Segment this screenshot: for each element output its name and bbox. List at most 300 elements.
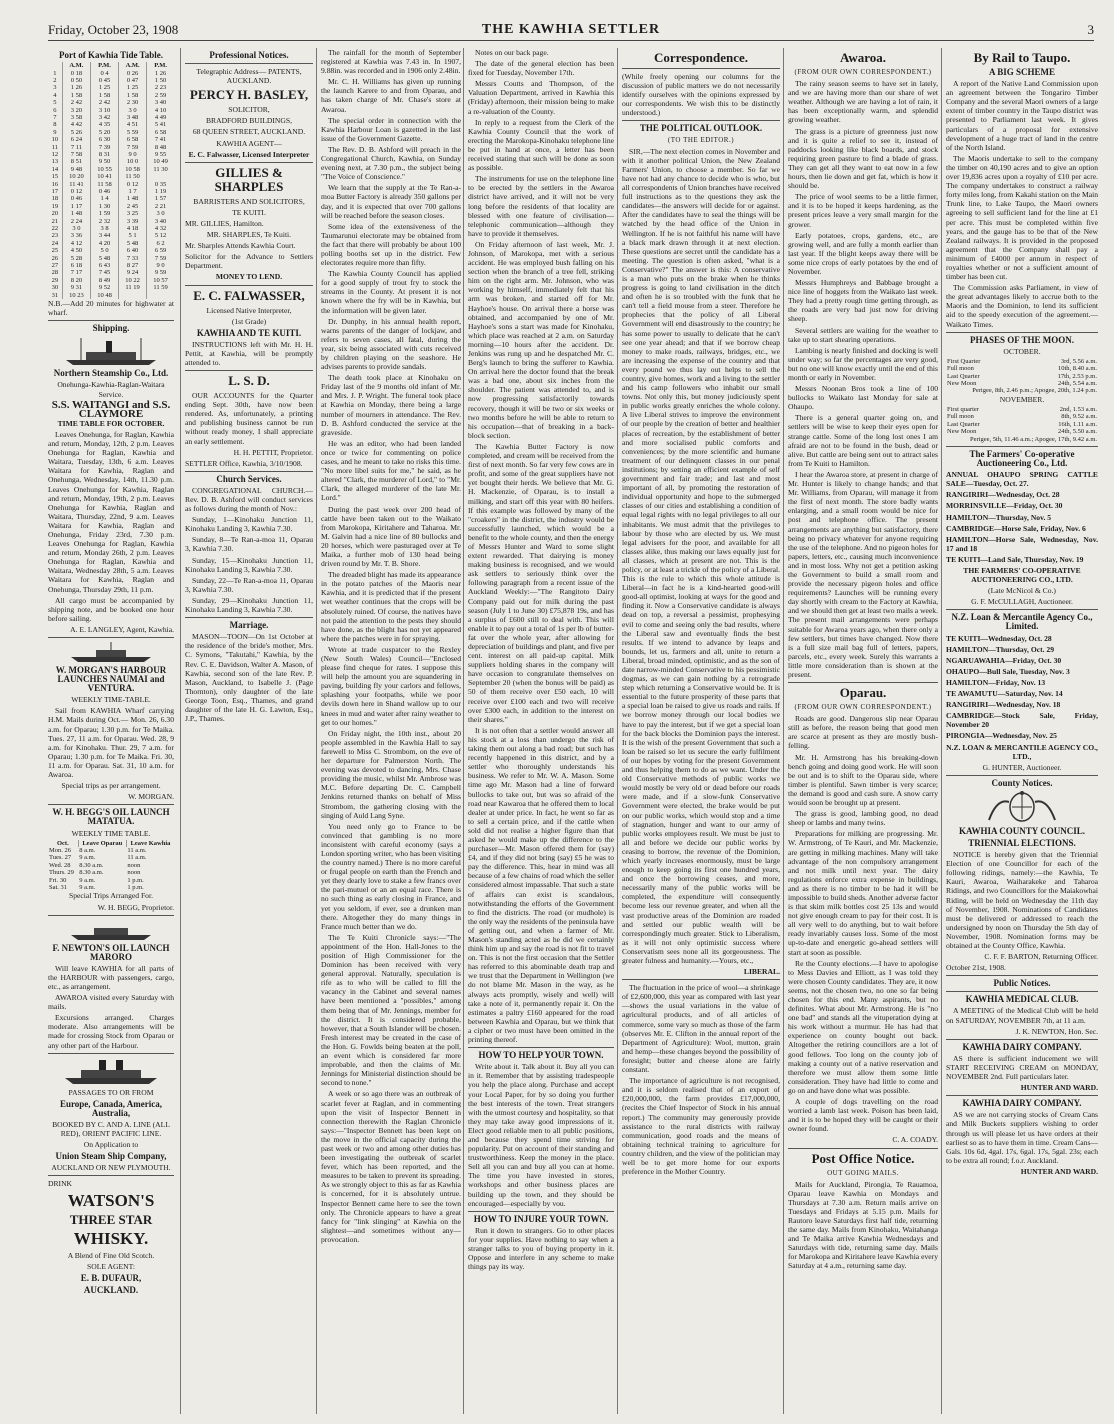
oparau-paragraph: Preparations for milking are progressing. Mr. W. Armstrong, of Te Kauri, and Mr. Mackenzie, are getting in milking machines. Many will take advantage of the non compulsory arrangement and not milk until next year. The dairy regulations enforce extra expense in buildings, and as there is no timber to be had it will be impossible to build sheds. Another adverse factor is that skim milk bottles cost 25 13s and would not give enough cream to pay for their cost. It is all very well to do anything, but to wait before ready invariably causes loss. Some of the most up-to-date and energetic go-ahead settlers will start at soon as possible. bbox=[788, 829, 938, 957]
dairy-company-2-body: AS we are not carrying stocks of Cream Cans and Milk Buckets suppliers wishing to order through us will please let us have orders at their earliest so as to have them in time. Cream Cans—Gals. 10s 6d, 4gal. 17s, 6gal. 17s, 5gal. 23s; each to be extra all round; f.o.r. Auckland. bbox=[946, 1110, 1098, 1165]
farmers-sale-item: ANNUAL OHAUPO SPRING CATTLE SALE—Tuesday, Oct. 27. bbox=[946, 470, 1098, 489]
tide-cell: 4 50 bbox=[62, 247, 90, 254]
cattle-item: During the past week over 200 head of cattle have been taken out to the Waikato from Marokopa, Kiritahere and Taharoa. Mr. M. Galvin had a nice line of 80 bullocks and 20 horses, which were pasturaged over at Te Maika, a further mob of 130 head being driven round by Mr. T. B. Shore. bbox=[321, 504, 461, 569]
county-council-heading: KAWHIA COUNTY COUNCIL. bbox=[959, 825, 1085, 836]
death-item: The death took place at Kinohaku on Friday last of the 9 months old infant of Mr. and Mrs. J. P. Wright. The funeral took place at Kawhia on Monday, there being a large number of mourners in attendance. The Rev. D. B. Ashford conducted the service at the graveside. bbox=[321, 373, 461, 437]
tide-cell: 5 20 bbox=[90, 129, 118, 136]
correspondence-note: (While freely opening our columns for the discussion of public matters we do not necessarily identify ourselves with the opinions expressed by our correspondents. We wish this to be distinctly understood.) bbox=[622, 72, 780, 118]
matatua-cell: Sat. 31 bbox=[49, 884, 68, 892]
tide-cell: 2 59 bbox=[147, 92, 174, 99]
johnson-accident-item: On Friday afternoon of last week, Mr. J. Johnson, of Marokopa, met with a serious accident. He was employed bush falling on his section when the branch of a tree fell, striking him on the right arm. Mr. Johnson, who was working by himself, immediately felt that his arm was broken, and started off for Mr. Hayhoe's house. On arrival there a horse was obtained, and accompanied by one of Mr. Hayhoe's sons a start was made for Kinohaku, which place was reached at 2 a.m. on Saturday morning—10 hours after the accident. Dr. Jenkins was rung up and he despatched Mr. C. Berg's launch to bring the sufferer to Kawhia. On arrival here the doctor found that the break was a bad one, about six inches from the shoulder. The patient was attended to, and is now progressing satisfactorily towards recovery, though it will be two or six weeks or two months before he will be able to return to his occupation—that of breaking in a back-block section. bbox=[468, 239, 614, 440]
tide-cell: 6 43 bbox=[90, 262, 118, 269]
matatua-row bbox=[48, 862, 174, 869]
dairy-company-2-signature: HUNTER AND WARD. bbox=[1020, 1166, 1098, 1176]
tide-cell: 2 30 bbox=[119, 99, 147, 106]
three-star-title: THREE STAR bbox=[69, 1211, 153, 1227]
nsc-agent: A. E. LANGLEY, Agent, Kawhia. bbox=[70, 624, 174, 634]
tide-cell: 4 49 bbox=[147, 114, 174, 121]
shipping-heading: Shipping. bbox=[92, 323, 130, 334]
tide-cell: 3 0 bbox=[147, 210, 174, 217]
nzloan-sale-item: TE KUITI—Wednesday, Oct. 28 bbox=[946, 633, 1052, 643]
drink-label: DRINK bbox=[48, 1179, 73, 1189]
church-body: CONGREGATIONAL CHURCH.—Rev. D. B. Ashford will conduct services as follows during the month of Nov.: bbox=[185, 485, 313, 514]
tide-cell: 6 2 bbox=[147, 240, 174, 247]
tide-cell: 1 26 bbox=[62, 84, 90, 91]
tide-cell: 1 4 bbox=[90, 195, 118, 202]
tide-cell: 11 30 bbox=[147, 166, 174, 173]
tide-cell: 30 bbox=[51, 284, 59, 292]
tide-cell: 5 48 bbox=[119, 240, 147, 247]
column-6 bbox=[783, 48, 942, 1414]
tide-cell: 11 bbox=[51, 143, 59, 151]
post-office-heading: Post Office Notice. bbox=[811, 1150, 915, 1166]
tide-cell: 0 45 bbox=[90, 77, 118, 84]
tide-cell: 3 44 bbox=[90, 232, 118, 239]
tide-cell: 10 bbox=[51, 136, 59, 144]
political-letter-signature: LIBERAL. bbox=[743, 967, 780, 977]
ocean-liner-icon bbox=[61, 1057, 161, 1085]
nsc-ships: S.S. WAITANGI and S.S. CLAYMORE bbox=[51, 398, 171, 420]
sole-agent-label: SOLE AGENT: bbox=[87, 1261, 135, 1271]
church-service-item: Sunday, 1—Kinohaku Junction 11, Kinohaku Landing 3, Kawhia 7.30. bbox=[185, 515, 313, 534]
tide-cell: 11 41 bbox=[62, 181, 90, 188]
tide-cell: 7 33 bbox=[119, 255, 147, 262]
tide-cell: 1 57 bbox=[147, 195, 174, 202]
tide-cell: 10 23 bbox=[62, 292, 90, 299]
tide-cell: 7 59 bbox=[147, 255, 174, 262]
tide-cell: 5 28 bbox=[62, 255, 90, 262]
column-4 bbox=[463, 48, 618, 1414]
matatua-row bbox=[48, 847, 174, 854]
tide-row bbox=[48, 84, 174, 91]
basley-solicitor: SOLICITOR, bbox=[228, 105, 270, 115]
morgan-title: W. MORGAN'S HARBOUR LAUNCHES NAUMAI and VENTURA. bbox=[55, 665, 167, 694]
butter-factory-item: We learn that the supply at the Te Ran-a-moa Butter Factory is already 350 gallons per day, and it is expected that over 700 gallons will be reached before the season closes. bbox=[321, 183, 461, 220]
falwasser-name: E. C. FALWASSER, bbox=[193, 287, 305, 303]
gillies-sharples-title: GILLIES & SHARPLES bbox=[214, 164, 284, 194]
how-to-help-heading: HOW TO HELP YOUR TOWN. bbox=[478, 1050, 604, 1061]
passages-title: PASSAGES TO OR FROM bbox=[68, 1087, 154, 1097]
passages-destinations: Europe, Canada, America, Australia, bbox=[59, 1098, 163, 1118]
page-number: 3 bbox=[1087, 22, 1094, 37]
marriage-heading: Marriage. bbox=[229, 620, 269, 631]
moon-phase-row bbox=[946, 421, 1098, 428]
tide-row bbox=[48, 173, 174, 180]
awaroa-paragraph: Messrs Humphreys and Babbage brought a nice line of hoggets from the Waikato last week. They had a pretty rough time getting through, as the roads are very bad just now for driving sheep. bbox=[788, 278, 938, 324]
tide-cell: 10 0 bbox=[119, 158, 147, 165]
nsc-timetable: TIME TABLE FOR OCTOBER. bbox=[57, 418, 165, 428]
tide-cell: 7 11 bbox=[62, 144, 90, 151]
tide-cell: 3 0 bbox=[119, 107, 147, 114]
rail-paragraph: The Maoris undertake to sell to the company the timber on 40,190 acres and to give an option over 19,836 acres upon a royalty of £10 per acre. The company undertakes to construct a railway forty miles long, from Kakahi station on the Main Trunk line, to Lake Taupo, the Maori owners agreeing to sell sufficient land for the line at £1 per acre. This must be completed within five years, and the gauge has to be that of the New Zealand railways. It is provided in the proposed agreement that the Company shall pay a minimum of £4000 per annum in respect of royalties whether or not a sufficient amount of timber has been cut. bbox=[946, 153, 1098, 282]
tide-cell: 4 18 bbox=[119, 225, 147, 232]
awaroa-byline: (FROM OUR OWN CORRESPONDENT.) bbox=[794, 68, 932, 76]
column-5 bbox=[617, 48, 784, 1414]
matatua-cell: 9 a.m. bbox=[79, 854, 96, 862]
tide-cell: 5 59 bbox=[119, 129, 147, 136]
moon-phase-row bbox=[946, 406, 1098, 413]
farmers-signature: G. F. McCULLAGH, Auctioneer. bbox=[971, 597, 1073, 607]
tide-row bbox=[48, 225, 174, 232]
tide-cell: 1 bbox=[53, 69, 57, 77]
tide-row bbox=[48, 121, 174, 128]
issue-date: Friday, October 23, 1908 bbox=[48, 22, 179, 37]
passages-application: On Application to bbox=[83, 1140, 139, 1150]
tide-cell: 11 19 bbox=[119, 284, 147, 291]
tide-cell: 4 42 bbox=[62, 121, 90, 128]
nzloan-sales-list bbox=[946, 634, 1098, 741]
tide-cell: 21 bbox=[51, 217, 59, 225]
tide-cell: 4 20 bbox=[90, 240, 118, 247]
tide-cell: 0 46 bbox=[90, 188, 118, 195]
passages-address: AUCKLAND OR NEW PLYMOUTH. bbox=[51, 1163, 171, 1173]
lsd-signature: H. H. PETTIT, Proprietor. bbox=[233, 447, 313, 457]
tide-row bbox=[48, 203, 174, 210]
matatua-row bbox=[48, 854, 174, 861]
moon-phase-row bbox=[946, 428, 1098, 435]
tide-cell: 29 bbox=[51, 276, 59, 284]
moon-phase-cell: 8th, 9.52 a.m. bbox=[1061, 413, 1097, 421]
tide-cell: 1 25 bbox=[90, 84, 118, 91]
nzloan-sale-item: NGARUAWAHIA—Friday, Oct. 30 bbox=[946, 655, 1062, 665]
matatua-cell: 1 p.m. bbox=[127, 884, 144, 892]
tide-row bbox=[48, 166, 174, 173]
tide-cell: 2 42 bbox=[62, 99, 90, 106]
telephone-line-item: In reply to a request from the Clerk of the Kawhia County Council that the work of erecting the Marokopa-Kinohaku telephone line be put in hand at once, a letter has been received stating that such will be done as soon as possible. bbox=[468, 117, 614, 173]
matatua-cell: 8.30 a.m. bbox=[79, 861, 104, 869]
tide-row bbox=[48, 247, 174, 254]
moon-phase-cell: Perigee, 8th, 2.46 p.m.; Apogee, 20th, 1.24 p.m. bbox=[972, 387, 1097, 395]
tide-cell: 7 17 bbox=[62, 269, 90, 276]
matatua-note: Special Trips Arranged For. bbox=[69, 891, 153, 901]
tide-cell: 10 22 bbox=[119, 277, 147, 284]
tide-cell: 3 58 bbox=[62, 114, 90, 121]
tide-cell: 8 bbox=[53, 121, 57, 129]
matatua-cell: Fri. 30 bbox=[49, 876, 67, 884]
lsd-office: SETTLER Office, Kawhia, 3/10/1908. bbox=[185, 458, 303, 468]
sharples-attends: Mr. Sharples Attends Kawhia Court. bbox=[185, 241, 296, 251]
whisky-blend: A Blend of Fine Old Scotch. bbox=[67, 1250, 155, 1260]
harbour-loan-item: The special order in connection with the Kawhia Harbour Loan is gazetted in the last issue of the Government Gazette. bbox=[321, 115, 461, 143]
oparau-paragraph: A couple of dogs travelling on the road worried a lamb last week. Poison has been laid, and it is to be hoped they will be caught or their owner found. bbox=[788, 1097, 938, 1134]
moon-phase-cell: Last Quarter bbox=[947, 372, 980, 380]
tide-cell: 0 18 bbox=[62, 70, 90, 77]
wool-price-item: The fluctuation in the price of wool—a shrinkage of £2,600,000, this year as compared with last year—shows the usual variations in the value of agricultural products, and of all articles of commerce, some vary so much as those of the farm (observes Mr. E. Clifton in the annual report of the Department of Agriculture): Wool, mutton, grain and hemp—these changes beyond the possibility of foresight; butter and cheese alone are fairly constant. bbox=[622, 983, 780, 1075]
tide-cell: 3 25 bbox=[119, 210, 147, 217]
moon-phase-cell: New Moon bbox=[947, 380, 977, 388]
tide-cell: 6 58 bbox=[119, 136, 147, 143]
tide-cell: 9 52 bbox=[90, 284, 118, 291]
tide-cell: 7 58 bbox=[62, 151, 90, 158]
tide-row bbox=[48, 151, 174, 158]
triennial-signature: C. F. F. BARTON, Returning Officer. bbox=[984, 952, 1098, 962]
awaroa-paragraph: Lambing is nearly finished and docking is well under way; so far the percentages are very good, but no one will know exactly until the end of this month or early in November. bbox=[788, 345, 938, 382]
church-services-heading: Church Services. bbox=[216, 473, 282, 484]
tide-table: A.M. P.M. A.M. P.M. 1 0 18 0 4 0 26 1 26 2 0 50 0 45 0 47 1 50 3 1 26 1 25 1 25 2 23 4 1 58 1 58 1 58 2 59 5 2 42 2 42 2 30 3 40 6 3 20 3 10 3 0 4 10 7 3 58 3 42 3 48 4 49 8 4 42 4 35 4 51 5 41 9 5 26 5 20 5 59 6 58 10 6 24 6 30 6 58 7 41 11 7 11 7 39 7 59 8 48 12 7 58 8 31 9 0 9 55 13 8 51 9 50 10 0 10 49 14 9 48 10 55 10 58 11 30 15 10 20 10 41 11 50 16 11 41 11 58 0 12 0 35 17 0 12 0 46 1 7 1 19 18 0 46 1 4 1 48 1 57 19 1 17 1 30 2 45 2 21 20 1 48 1 59 3 25 3 0 21 2 24 2 32 3 39 3 40 22 3 0 3 8 4 18 4 32 23 3 36 3 44 5 1 5 12 24 4 12 4 20 5 48 6 2 25 4 50 5 0 6 40 6 59 26 5 28 5 48 7 33 7 59 27 6 18 6 43 8 27 9 0 28 7 17 7 45 9 24 9 59 29 8 20 8 49 10 22 10 57 30 9 31 9 52 11 19 11 59 31 10 23 10 48 bbox=[48, 62, 174, 299]
oparau-paragraph: Mr. H. Armstrong has his breaking-down bench going and doing good work. He will soon be out and is to shift to the Oparau side, where timber is plentiful. Sawn timber is very scarce; the demand is good and cash sure. A snow carry would soon be brought up at present. bbox=[788, 752, 938, 808]
tide-cell: 2 bbox=[53, 76, 57, 84]
church-schedule bbox=[185, 515, 313, 614]
moon-november-label: NOVEMBER. bbox=[999, 394, 1045, 404]
tide-cell: 10 58 bbox=[119, 166, 147, 173]
nzloan-sale-item: CAMBRIDGE—Stock Sale, Friday, November 20 bbox=[946, 711, 1098, 730]
tide-cell: 1 30 bbox=[90, 203, 118, 210]
tide-table-title: Port of Kawhia Tide Table. bbox=[59, 50, 163, 60]
nzloan-sale-item: HAMILTON—Thursday, Oct. 29 bbox=[946, 644, 1055, 654]
dairy-company-signature: HUNTER AND WARD. bbox=[1020, 1083, 1098, 1093]
morgan-body: Sail from KAWHIA Wharf carrying H.M. Mails during Oct.— Mon. 26, 6.30 a.m. for Oparau; 1.30 p.m. for Te Maika. Tues. 27, 11 a.m. for Oparau. Wed. 28, 9 a.m. for Kinohaku. Thur. 29, 7 a.m. for Oparau; 1.30 p.m. for Te Maika. Fri. 30, 11 a.m. for Oparau. Sat. 31, 10 a.m. for Awaroa. bbox=[48, 706, 174, 780]
tide-cell: 13 bbox=[51, 158, 59, 166]
moon-november-table bbox=[946, 406, 1098, 443]
falwasser-location: KAWHIA AND TE KUITI. bbox=[196, 327, 302, 338]
tide-cell: 5 48 bbox=[90, 255, 118, 262]
tide-cell: 5 bbox=[53, 99, 57, 107]
moon-october-table bbox=[946, 358, 1098, 395]
awaroa-paragraph: Several settlers are waiting for the weather to take up to start shearing operations. bbox=[788, 325, 938, 344]
steamship-icon bbox=[61, 336, 161, 366]
tide-cell: 7 39 bbox=[90, 144, 118, 151]
tide-cell: 1 25 bbox=[119, 84, 147, 91]
chronicle-item: The Te Kuiti Chronicle says:—"The appointment of the Hon. Hall-Jones to the position of High Commissioner for the Dominion has been received with very general approval. Naturally, speculation is rife as to who will be called to fill the vacancy in the Cabinet and several names have been mentioned a "possibles," among them being that of Mr. Jennings, member for the district. It is considered probable, however, that a South Islander will be chosen. Fresh interest may be created in the case of the Hon. G. Fowlds being beaten at the poll, an event which is considered far more improbable, and then the claims of Mr. Jennings for Ministerial distinction should be second to none." bbox=[321, 932, 461, 1088]
farmers-sale-item: RANGIRIRI—Wednesday, Oct. 28 bbox=[946, 490, 1060, 500]
moon-phase-cell: 16th, 1.11 a.m. bbox=[1058, 420, 1097, 428]
moon-phase-cell: 3rd, 5.56 a.m. bbox=[1060, 357, 1097, 365]
tide-cell: 11 58 bbox=[90, 181, 118, 188]
basley-falwasser: E. C. Falwasser, Licensed Interpreter bbox=[188, 149, 310, 159]
triennial-body: NOTICE is hereby given that the Triennial Election of one Councillor for each of the following ridings, namely:—the Kawhia, Te Kauri, Awaroa, Waiharakeke and Taharoa Ridings, and two Councillors for the Maiakowhai Riding, will be held on Wednesday the 11th day of November, 1908. Nominations of Candidates must be delivered or addressed to reach the undersigned by noon on Thursday the 5th day of November, 1908. Nomination forms may be obtained at the County Office, Kawhia. bbox=[946, 850, 1098, 950]
tide-cell: 5 1 bbox=[119, 232, 147, 239]
tide-cell: 9 48 bbox=[62, 166, 90, 173]
farmers-sales-list bbox=[946, 470, 1098, 564]
dairy-company-body: AS there is sufficient inducement we will START RECEIVING CREAM on MONDAY, NOVEMBER 2nd. Full particulars later. bbox=[946, 1053, 1098, 1082]
tide-cell: 9 bbox=[53, 128, 57, 136]
maroro-body: Will leave KAWHIA for all parts of the HARBOUR with passengers, cargo, etc., as arrangement. bbox=[48, 963, 174, 991]
how-to-help-body: Write about it. Talk about it. Buy all you can in it. Remember that by assisting tradespeople you help the place along. Purchase and accept your Local Paper, for by so doing you further the best interests of the town. Treat strangers with the utmost courtesy and hospitality, so that they may take away good impressions of it. Elect good reliable men to all public positions, and because they spend time striving for popularity. Put on account of their standing and trustworthiness. Keep the money in the place. Sell all you can and buy all you can at home. The time you have invested in stores, workshops and other business places are building up the town, and they should be encouraged—especially by vou. bbox=[468, 1062, 614, 1208]
tide-cell: 31 bbox=[51, 291, 59, 299]
tide-row bbox=[48, 292, 174, 299]
tide-row bbox=[48, 218, 174, 225]
moon-phase-cell: 24th, 5.54 a.m. bbox=[1058, 380, 1097, 388]
tide-cell: 7 45 bbox=[90, 269, 118, 276]
tide-cell: 3 40 bbox=[147, 99, 174, 106]
tide-cell: 18 bbox=[51, 195, 59, 203]
morgan-timetable: WEEKLY TIME-TABLE. bbox=[71, 695, 151, 705]
matatua-col-header: Oct. bbox=[56, 839, 69, 847]
moon-phase-cell: 17th, 2.53 p.m. bbox=[1057, 372, 1097, 380]
farmers-sale-item: MORRINSVILLE—Friday, Oct. 30 bbox=[946, 501, 1063, 511]
tide-cell: 6 58 bbox=[147, 129, 174, 136]
awaroa-telephone-item: The instruments for use on the telephone line to be erected by the settlers in the Awaroa district have arrived, and it will not be very long before the residents of that locality are blessed with one feature of civilisation—telephonic communication—although they have to provide it themselves. bbox=[468, 174, 614, 238]
matatua-row bbox=[48, 884, 174, 891]
moon-phase-cell: 10th, 8.40 a.m. bbox=[1058, 365, 1097, 373]
rail-taupo-heading: By Rail to Taupo. bbox=[973, 50, 1071, 65]
oparau-byline: (FROM OUR OWN CORRESPONDENT.) bbox=[794, 703, 932, 712]
tide-cell: 1 58 bbox=[90, 92, 118, 99]
farmers-sale-item: CAMBRIDGE—Horse Sale, Friday, Nov. 6 bbox=[946, 523, 1086, 533]
whisky-title: WHISKY. bbox=[73, 1228, 149, 1248]
tide-cell: 4 51 bbox=[119, 121, 147, 128]
trout-fry-item: The Kawhia County Council has applied for a good supply of trout fry to stock the streams in the County. At present it is not known where the fry will be in Kawhia, but the information will be given later. bbox=[321, 269, 461, 315]
tide-row bbox=[48, 232, 174, 239]
tide-cell: 4 35 bbox=[90, 121, 118, 128]
matatua-cell: 11 a.m. bbox=[127, 847, 147, 854]
matatua-cell: Tues. 27 bbox=[49, 854, 72, 862]
tide-cell: 23 bbox=[51, 232, 59, 240]
tide-cell: 16 bbox=[51, 180, 59, 188]
moon-phase-cell: Full moon bbox=[947, 365, 974, 373]
triennial-date: October 21st, 1908. bbox=[946, 963, 1006, 973]
how-to-injure-body: Run it down to strangers. Go to other places for your supplies. Have nothing to say when a stranger talks to you of buying property in it. Oppose and interfere in any scheme to make things pay its way. bbox=[468, 1225, 614, 1272]
tide-cell: 2 21 bbox=[147, 203, 174, 210]
tide-cell: 3 42 bbox=[90, 114, 118, 121]
oparau-heading: Oparau. bbox=[839, 685, 887, 701]
tide-cell: 9 50 bbox=[90, 158, 118, 165]
tide-cell: 10 55 bbox=[90, 166, 118, 173]
farmers-company: THE FARMERS' CO-OPERATIVE AUCTIONEERING CO., LTD. bbox=[963, 566, 1081, 585]
tide-cell: 1 59 bbox=[90, 210, 118, 217]
tide-cell: 25 bbox=[51, 247, 59, 255]
matatua-cell: 11 a.m. bbox=[127, 854, 147, 862]
post-office-subheading: OUT GOING MAILS. bbox=[827, 1168, 899, 1177]
ashford-sermon-item: The Rev. D. B. Ashford will preach in the Congregational Church, Kawhia, on Sunday evening next, at 7.30 p.m., the subject being "The Voice of Conscience." bbox=[321, 144, 461, 182]
farewell-item: On Friday night, the 10th inst., about 20 people assembled in the Kawhia Hall to say farewell to Miss C. Strombom, on the eve of her departure for Palmerston North. The evening was devoted to dancing, Mrs. Chase providing the music, whilst Mr. Ambrose was M.C. Before departing Dr. C. Campbell Jenkins returned thanks on behalf of Miss Strombom, the gathering closing with the singing of Auld Lang Syne. bbox=[321, 728, 461, 820]
tide-cell: 9 59 bbox=[147, 269, 174, 276]
political-letter: SIR,—The next election comes in November and with it another political Union, the New Zealand Farmers' Union, to choose a member. So far we have not had any chance to decide who is who, but all correspondents of Union branches have received full instructions as to the questions they ask the candidates—the answers will decide for or against. After the candidates have to seal the things will be watched by the head office of the Union in Wellington. If he is not faithful his name will have a black mark drawn through it at next election. These questions are secret until the candidate has a meeting. The question is often asked, "what is a Conservative?" The answer is this: A conservative is a man who puts on the brake when he thinks progress is going to land civilisation in the ditch and often he is so troubled with the funk that he can't tell a field mouse from a steer. Therefore he prophecies that the policy of all Liberal Government will end disastrously to the country; he has some power to usually to delicate that he can't see one year ahead; and that if we borrow cheap money to make roads, railways, bridges, etc., we are increasing the expense of the country and that every pound we thus lay out helps to sell the country, give homes, work and a living to the settler and his camp followers who inhabit our small towns. Not only this, but money judiciously spent in public works greatly enriches the whole colony. A live Liberal strives to improve the environment of our people by the creation of better and healthier places of recreation, by the establishment of better and more socialised public comforts and conveniences; by the more scientific and humane treatment of our delinquent classes in our penal institutions; by setting an efficient example of self government and fair trade; and last and most important of all, by promoting the restoration of individual opportunity and hope to the submerged classes of our cities and establishing a condition of equal legal rights with no legal privileges to all our inhabitants. We must admit that the privileges to labour by those who are elected by us. We must legal advisers for the poor, and available for all classes alike, thus making our laws equally just for all classes, which at present are not. This is the policy, or at least a trickle of the policy of a Liberal. This is the rule to which this whole attitude is Liberal—in fact he is a kind-hearted good-will good-all optimist, looking at ways for the good and finding it. Now a Conservative candidate is always dead on top, a reversal a pessimist, prophesying evil to come and seeing only the bad results, where the Liberal saw and eventually finds the best results. If we intend to advance by leaps and bounds, let us, farmers and all, unite to return a Liberal, broad minded, optimistic, and as the son of date narrow-minded Conservative to his pessimistic dogmas, as we can gain nothing by a retrograde step which returning a Conservative would be. It is essential to the future prosperity of these parts that a special loan be raised to give us roads and rails. If we borrow money through our local bodies we have to pay the interest, but if we get a special loan for the back blocks the Dominion pays the interest. It is the wish of the present Government that such a loan be raised so let us secure the early fulfilment of our hopes by voting for the present Government and thus helping them to do as we want. Under the old Conservative methods of public works we would mostly be very old or dead before our roads were made, and if a slow-funk Conservative Government were elected, the brake would be put on our public works, which would stop and a time of stagnation, hunger and want to our army of public works employees result. We must be just to all and before we decide our public works by ceasing to borrow, the revenue of the Dominion, which yearly increases enormously, must be large enough to keep going its first one hundred years, and once the borrowing ceases, and more, necessarily many of the public works will be completed, the expenditure will consequently become less our revenue greater, and when all the vast productive areas of the Dominion are roaded and settled our public wealth will be correspondingly much greater. Stick to Liberalism, as it will not only optimistic success where Conservatism sees none all its gorgeousness. The greater fulness and humanity.—Yours, etc., bbox=[622, 146, 780, 965]
williams-launch-item: Mr. C. H. Williams has given up running the launch Karere to and from Oparau, and has taken charge of Mr. Chase's store at Awaroa. bbox=[321, 77, 461, 114]
oparau-signature: C. A. COADY. bbox=[892, 1135, 938, 1145]
moon-phases-heading: PHASES OF THE MOON. bbox=[969, 334, 1074, 345]
tide-cell: 28 bbox=[51, 269, 59, 277]
tide-row bbox=[48, 129, 174, 136]
tide-cell: 0 35 bbox=[147, 181, 174, 188]
tide-cell: 15 bbox=[51, 173, 59, 181]
tide-cell: 0 47 bbox=[119, 77, 147, 84]
matatua-row bbox=[48, 877, 174, 884]
tide-cell: 0 50 bbox=[62, 77, 90, 84]
nzloan-sale-item: HAMILTON—Friday, Nov. 13 bbox=[946, 677, 1046, 687]
church-service-item: Sunday, 22—Te Ran-a-moa 11, Oparau 3, Kawhia 7.30. bbox=[185, 575, 313, 594]
tide-cell: 3 bbox=[53, 84, 57, 92]
nsc-body: Leaves Onehunga, for Raglan, Kawhia and return, Monday, 12th, 2 p.m. Leaves Onehunga for Raglan, Kawhia and Waitara, Tuesday, 13th, 6 a.m. Leaves Waitara for Kawhia, Raglan and Onehunga, Wednesday, 14th, 11.30 p.m. Leaves Onehunga for Kawhia, Raglan and return, Monday, 19th, 2 p.m. Leaves Onehunga for Kawhia, Raglan and Waitara, Thursday, 22nd, 9 a.m. Leaves Waitara for Kawhia, Raglan and Onehunga, Friday 23rd, 7.30 p.m. Leaves Onehunga for Raglan, Kawhia and return, Monday 26th, 2 p.m. Leaves Onehunga for Raglan, Kawhia and Waitara, Wednesday 28th, 5 a.m. Leaves Waitara for Kawhia, Raglan and Onehunga, Thursday 29th, 11 p.m. bbox=[48, 429, 174, 594]
tide-row bbox=[48, 255, 174, 262]
farmers-sale-item: TE KUITI—Land Sale, Thursday, Nov. 19 bbox=[946, 554, 1084, 564]
tide-cell: 2 32 bbox=[90, 218, 118, 225]
tide-cell: 7 bbox=[53, 113, 57, 121]
nzloan-signature: G. HUNTER, Auctioneer. bbox=[982, 762, 1062, 772]
church-service-item: Sunday, 29—Kinohaku Junction 11, Kinohaku Landing 3, Kawhia 7.30. bbox=[185, 595, 313, 615]
nsc-route: Onehunga-Kawhia-Raglan-Waitara Service. bbox=[57, 380, 165, 399]
passages-body: BOOKED BY C. AND A. LINE (ALL RED), ORIENT PACIFIC LINE. bbox=[52, 1119, 170, 1139]
tide-row bbox=[48, 107, 174, 114]
awaroa-paragraph: I hear the Awaroa store, at present in charge of Mr. Hunter is likely to change hands; and that Mr. Williams, from Oparau, will manage it from the first of next month. The store badly wants enlarging, and a small room would be nice for post and telephone office. The present arrangements are anything but satisfactory, there being no privacy whatever for anyone requiring the use of the telephone. And no pigeon holes for papers, letters, etc., causing much inconvenience and in most loss. Why not get a petition asking the Government to build a small room and provide the necessary pigeon holes and office requirements? Launches will be running every day shortly with cream to the Factory at Kawhia, and we should then get at least two mails a week. The present mail arrangements were perhaps suitable for Awaroa years ago, when there only a few settlers, but times have changed. Now there is a full size mail bag full of letters, papers, parcels, etc., every week. Surely this warrants a little more consideration than is shown at the present. bbox=[788, 469, 938, 679]
tide-row bbox=[48, 269, 174, 276]
matatua-col-header: Leave Oparau bbox=[78, 840, 126, 847]
matatua-col-header: Leave Kawhia bbox=[126, 840, 174, 847]
nsc-cargo: All cargo must be accompanied by shipping note, and be booked one hour before sailing. bbox=[48, 595, 174, 623]
matatua-cell: noon bbox=[127, 869, 141, 877]
matatua-cell: Mon. 26 bbox=[49, 847, 72, 854]
matatua-timetable: WEEKLY TIME TABLE. bbox=[71, 828, 151, 838]
coat-of-arms-icon bbox=[977, 790, 1067, 824]
tide-row bbox=[48, 158, 174, 165]
tide-cell: 4 bbox=[53, 91, 57, 99]
tide-cell: 4 12 bbox=[62, 240, 90, 247]
political-outlook-heading: THE POLITICAL OUTLOOK. bbox=[639, 123, 763, 134]
tide-row bbox=[48, 77, 174, 84]
moon-phase-cell: Last Quarter bbox=[947, 420, 980, 428]
tide-cell: 11 59 bbox=[147, 284, 174, 291]
maroro-body-3: Excursions arranged. Charges moderate. Also arrangements will be made for crossing Stock from Oparau or any other part of the Harbour. bbox=[48, 1013, 174, 1050]
moon-phase-cell: First Quarter bbox=[947, 357, 981, 365]
awaroa-heading: Awaroa. bbox=[839, 50, 887, 65]
tide-cell: 7 59 bbox=[119, 144, 147, 151]
moon-phase-row bbox=[946, 387, 1098, 394]
tide-row bbox=[48, 99, 174, 106]
agriculture-item: The importance of agriculture is not recognised, and it is seldom realised that of an export of £20,000,000, the farm provides £17,000,000, (recites the Chief Inspector of Stock in his annual report.) The community may generously provide assistance to the rural districts with railway communication, good roads and the means of obtaining technical training to agriculture for country children, and the view of the politician may well be to get more home for our exports preference in the Mother Country. bbox=[622, 1076, 780, 1177]
tide-cell: 12 bbox=[51, 150, 59, 158]
matatua-cell: noon bbox=[127, 861, 141, 869]
tide-cell: 17 bbox=[51, 188, 59, 195]
tide-cell: 6 40 bbox=[119, 247, 147, 254]
tide-cell: 3 20 bbox=[62, 107, 90, 114]
moon-phase-row bbox=[946, 413, 1098, 420]
awaroa-paragraph: The price of wool seems to be a little firmer, and it is to be hoped it keeps hardening, as the present prices leave a very small margin for the grower. bbox=[788, 192, 938, 229]
blight-item: The dreaded blight has made its appearance in the potato patches of the Maoris near Kawhia, and it is predicted that if the present wet weather continues that the crops will be absolutely ruined. Of course, the natives have not paid the attention to the pests they should have done, as the blight has not yet appeared where the patches were in for spraying. bbox=[321, 570, 461, 643]
tide-row bbox=[48, 240, 174, 247]
nzloan-company: N.Z. LOAN & MERCANTILE AGENCY CO., LTD., bbox=[946, 742, 1098, 761]
tide-cell: 27 bbox=[51, 262, 59, 270]
money-to-lend: MONEY TO LEND. bbox=[215, 272, 283, 282]
tide-row bbox=[48, 277, 174, 284]
basley-telegraphic: Telegraphic Address— PATENTS, AUCKLAND. bbox=[196, 67, 302, 86]
tide-cell: 0 4 bbox=[90, 70, 118, 77]
taumarunui-item: Some idea of the extensiveness of the Taumarunui electorate may be obtained from the fact that there will probably be about 100 polling booths set up in the district. Few electorates require more than fifty. bbox=[321, 221, 461, 268]
nzloan-heading: N.Z. Loan & Mercantile Agency Co., Limited. bbox=[951, 612, 1093, 632]
tide-row bbox=[48, 195, 174, 202]
tide-row bbox=[48, 188, 174, 195]
matatua-table bbox=[48, 840, 174, 892]
post-office-body: Mails for Auckland, Pirongia, Te Rauamoa, Oparau leave Kawhia on Mondays and Thursdays at 7.30 a.m. Return mails arrive on Tuesdays and Fridays at 5.15 p.m. Mails for Rautoro leave Saturdays first half tide, returning the same day. Mails from Kinohaku, Waitahanga and Te Maika arrive Kawhia Wednesdays and Saturdays with tide, returning same day. Mails for Marokopa and Kiritahere leave Kawhia every Saturday at 4 a.m., returning same day. bbox=[788, 1179, 938, 1271]
farmers-heading: The Farmers' Co-operative Auctioneering Co., Ltd. bbox=[969, 448, 1075, 469]
medical-club-signature: J. K. NEWTON, Hon. Sec. bbox=[1015, 1026, 1098, 1036]
tide-cell: 8 27 bbox=[119, 262, 147, 269]
tide-cell: 5 0 bbox=[90, 247, 118, 254]
matatua-sig: W. H. BEGG, Proprietor. bbox=[97, 902, 174, 912]
big-scheme-heading: A BIG SCHEME bbox=[988, 67, 1055, 77]
column-3 bbox=[316, 48, 465, 1414]
nsc-title: Northern Steamship Co., Ltd. bbox=[53, 368, 169, 379]
matatua-cell: 9 a.m. bbox=[79, 876, 96, 884]
rail-paragraph: A report of the Native Land Commission upon an agreement between the Tongariro Timber Company and the several Maori owners of a large extent of timber country in the Taupo district was presented to Parliament last week. It gives particulars of a proposal for extensive development of a huge tract of land in the centre of the North Island. bbox=[946, 79, 1098, 152]
tide-cell: 6 30 bbox=[90, 136, 118, 143]
tide-cell: 22 bbox=[51, 225, 59, 233]
column-2 bbox=[180, 48, 317, 1414]
county-notices-heading: County Notices. bbox=[991, 777, 1053, 788]
basley-building: BRADFORD BUILDINGS, bbox=[205, 116, 293, 126]
church-service-item: Sunday, 8—Te Ran-a-moa 11, Oparau 3, Kawhia 7.30. bbox=[185, 535, 313, 554]
tide-cell: 1 17 bbox=[62, 203, 90, 210]
tide-cell: 3 39 bbox=[119, 218, 147, 225]
moon-october-label: OCTOBER. bbox=[1003, 346, 1041, 356]
dufaur-city: AUCKLAND. bbox=[83, 1284, 139, 1295]
tide-cell: 3 36 bbox=[62, 232, 90, 239]
matatua-cell: 8 a.m. bbox=[79, 847, 96, 854]
tide-row bbox=[48, 144, 174, 151]
falwasser-licensed: Licensed Native Interpreter, bbox=[206, 305, 292, 315]
tide-cell: 8 49 bbox=[90, 277, 118, 284]
tide-row bbox=[48, 92, 174, 99]
matatua-cell: 8.30 a.m. bbox=[79, 869, 104, 877]
